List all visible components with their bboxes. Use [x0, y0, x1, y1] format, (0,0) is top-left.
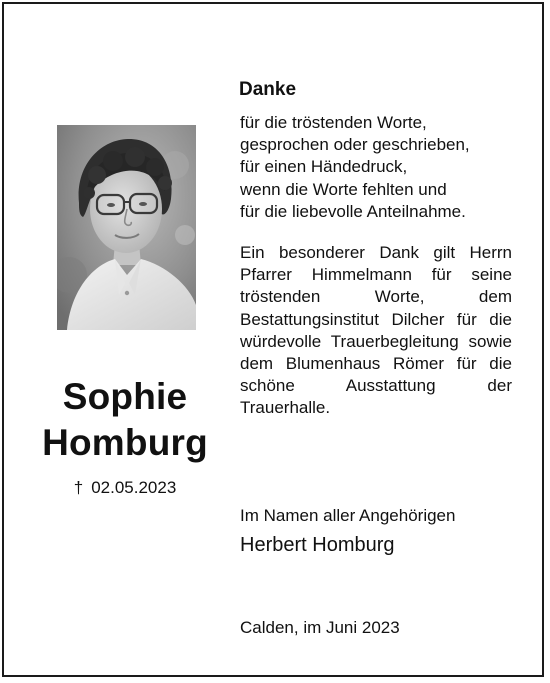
thanks-line: gesprochen oder geschrieben,	[240, 135, 470, 155]
deceased-last-name: Homburg	[42, 422, 208, 463]
thanks-line: für die tröstenden Worte,	[240, 113, 427, 132]
thanks-line: wenn die Worte fehlten und	[240, 179, 447, 199]
thanks-paragraph: Ein besonderer Dank gilt Herrn Pfarrer Himmelmann für seine tröstenden Worte, dem Bestattungsinstitut Dilcher für die würdevolle Trauerbegleitung sowie dem Blumenhaus Römer für die schöne Ausstattung der Trauerhalle.	[240, 243, 512, 418]
thanks-lines	[240, 112, 515, 223]
thanks-line: für einen Händedruck,	[240, 157, 408, 177]
thanks-heading: Danke	[239, 79, 297, 100]
thanks-line: für die liebevolle Anteilnahme.	[240, 201, 466, 221]
portrait-photo-image	[57, 125, 196, 330]
death-cross-symbol: †	[73, 478, 84, 497]
death-date: 02.05.2023	[91, 478, 177, 497]
signature-name: Herbert Homburg	[240, 534, 395, 556]
closing-line: Im Namen aller Angehörigen	[240, 506, 456, 525]
place-and-date: Calden, im Juni 2023	[240, 618, 400, 637]
deceased-first-name: Sophie	[62, 376, 188, 417]
portrait-photo	[57, 125, 196, 330]
death-date-line	[20, 478, 230, 498]
